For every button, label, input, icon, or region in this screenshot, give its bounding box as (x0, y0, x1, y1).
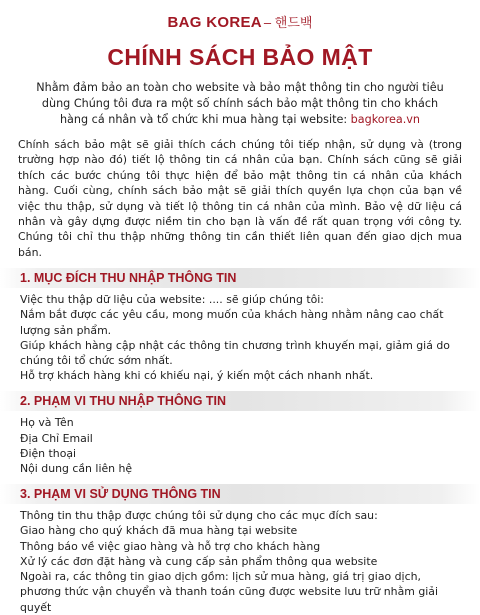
section-line: Nội dung cần liên hệ (20, 462, 133, 476)
section-purpose (18, 268, 462, 383)
section-line: Hỗ trợ khách hàng khi có khiếu nại, ý kiến một cách nhanh nhất. (20, 369, 374, 383)
section-scope (18, 391, 462, 476)
section-lines (18, 415, 462, 476)
section-line: Việc thu thập dữ liệu của website: .... sẽ giúp chúng tôi: (20, 293, 324, 307)
intro-paragraph (34, 80, 446, 128)
section-header (18, 268, 462, 288)
brand-header (18, 12, 462, 32)
section-header (18, 391, 462, 411)
section-line: Ngoài ra, các thông tin giao dịch gồm: lịch sử mua hàng, giá trị giao dịch, phương thức vận chuyển và thanh toán cũng được website lưu trữ nhằm giải quyết (20, 570, 438, 614)
section-line: Thông tin thu thập được chúng tôi sử dụng cho các mục đích sau: (20, 509, 378, 523)
section-line: Nắm bắt được các yêu cầu, mong muốn của khách hàng nhằm nâng cao chất lượng sản phẩm. (20, 308, 444, 337)
page-title: CHÍNH SÁCH BẢO MẬT (107, 44, 373, 70)
website-link[interactable]: bagkorea.vn (350, 113, 421, 126)
section-line: Thông báo về việc giao hàng và hỗ trợ cho khách hàng (20, 539, 321, 553)
section-line: Giao hàng cho quý khách đã mua hàng tại website (20, 524, 298, 538)
section-lines (18, 292, 462, 383)
section-line: Xử lý các đơn đặt hàng và cung cấp sản phẩm thông qua website (20, 554, 378, 568)
section-title: 2. PHẠM VI THU NHẬP THÔNG TIN (20, 394, 227, 409)
section-usage (18, 484, 462, 614)
brand-logo-text: BAG KOREA (167, 14, 262, 31)
body-paragraph: Chính sách bảo mật sẽ giải thích cách chúng tôi tiếp nhận, sử dụng và (trong trường hợp nào đó) tiết lộ thông tin cá nhân của bạn. Chính sách cũng sẽ giải thích các bước chúng tôi thực hiện để bảo mật thông tin cá nhân của khách hàng. Cuối cùng, chính sách bảo mật sẽ giải thích quyền lựa chọn của bạn về việc thu thập, sử dụng và tiết lộ thông tin cá nhân của mình. Bảo vệ dữ liệu cá nhân và gây dựng được niềm tin cho bạn là vấn đề rất quan trọng với công ty. Chúng tôi chỉ thu thập những thông tin cần thiết liên quan đến giao dịch mua bán. (18, 138, 462, 259)
section-title: 3. PHẠM VI SỬ DỤNG THÔNG TIN (20, 487, 221, 502)
intro-text: Nhằm đảm bảo an toàn cho website và bảo mật thông tin cho người tiêu dùng Chúng tôi đưa ra một số chính sách bảo mật thông tin cho khách hàng cá nhân và tổ chức khi mua hàng tại website: (36, 81, 444, 126)
brand-suffix: – 핸드백 (263, 15, 313, 30)
section-line: Giúp khách hàng cập nhật các thông tin chương trình khuyến mại, giảm giá do chúng tôi tổ chức sớm nhất. (20, 338, 450, 368)
section-line: Địa Chỉ Email (20, 431, 93, 445)
section-header (18, 484, 462, 504)
section-line: Họ và Tên (20, 416, 74, 430)
section-title: 1. MỤC ĐÍCH THU NHẬP THÔNG TIN (20, 271, 237, 286)
section-line: Điện thoại (20, 446, 77, 460)
section-lines (18, 508, 462, 614)
